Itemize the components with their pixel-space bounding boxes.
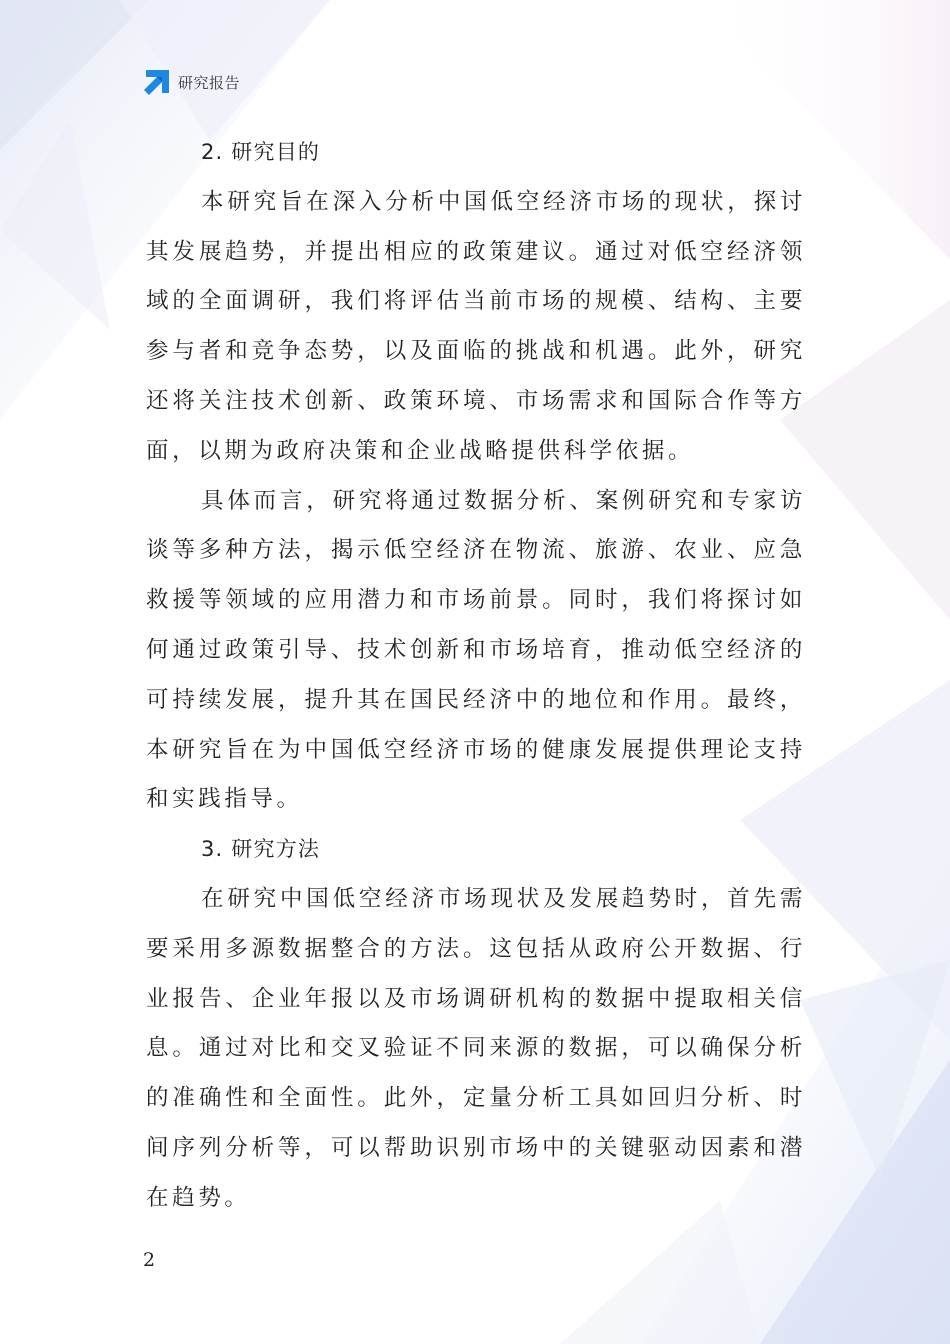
section-heading-purpose: 2. 研究目的 [201, 140, 321, 164]
arrow-logo-icon [143, 69, 170, 96]
paragraph: 在研究中国低空经济市场现状及发展趋势时，首先需要采用多源数据整合的方法。这包括从政府公开数据、行业报告、企业年报以及市场调研机构的数据中提取相关信息。通过对比和交叉验证不同来源的数据，可以确保分析的准确性和全面性。此外，定量分析工具如回归分析、时间序列分析等，可以帮助识别市场中的关键驱动因素和潜在趋势。 [146, 885, 806, 1211]
paragraph: 具体而言，研究将通过数据分析、案例研究和专家访谈等多种方法，揭示低空经济在物流、旅游、农业、应急救援等领域的应用潜力和市场前景。同时，我们将探讨如何通过政策引导、技术创新和市场培育，推动低空经济的可持续发展，提升其在国民经济中的地位和作用。最终，本研究旨在为中国低空经济市场的健康发展提供理论支持和实践指导。 [146, 487, 806, 813]
report-header [143, 68, 240, 96]
section-heading-methods: 3. 研究方法 [201, 837, 321, 862]
header-label: 研究报告 [178, 73, 241, 92]
page-number: 2 [143, 1249, 156, 1271]
paragraph: 本研究旨在深入分析中国低空经济市场的现状，探讨其发展趋势，并提出相应的政策建议。通过对低空经济领域的全面调研，我们将评估当前市场的规模、结构、主要参与者和竞争态势，以及面临的挑战和机遇。此外，研究还将关注技术创新、政策环境、市场需求和国际合作等方面，以期为政府决策和企业战略提供科学依据。 [146, 188, 806, 464]
document-body [146, 128, 806, 1224]
